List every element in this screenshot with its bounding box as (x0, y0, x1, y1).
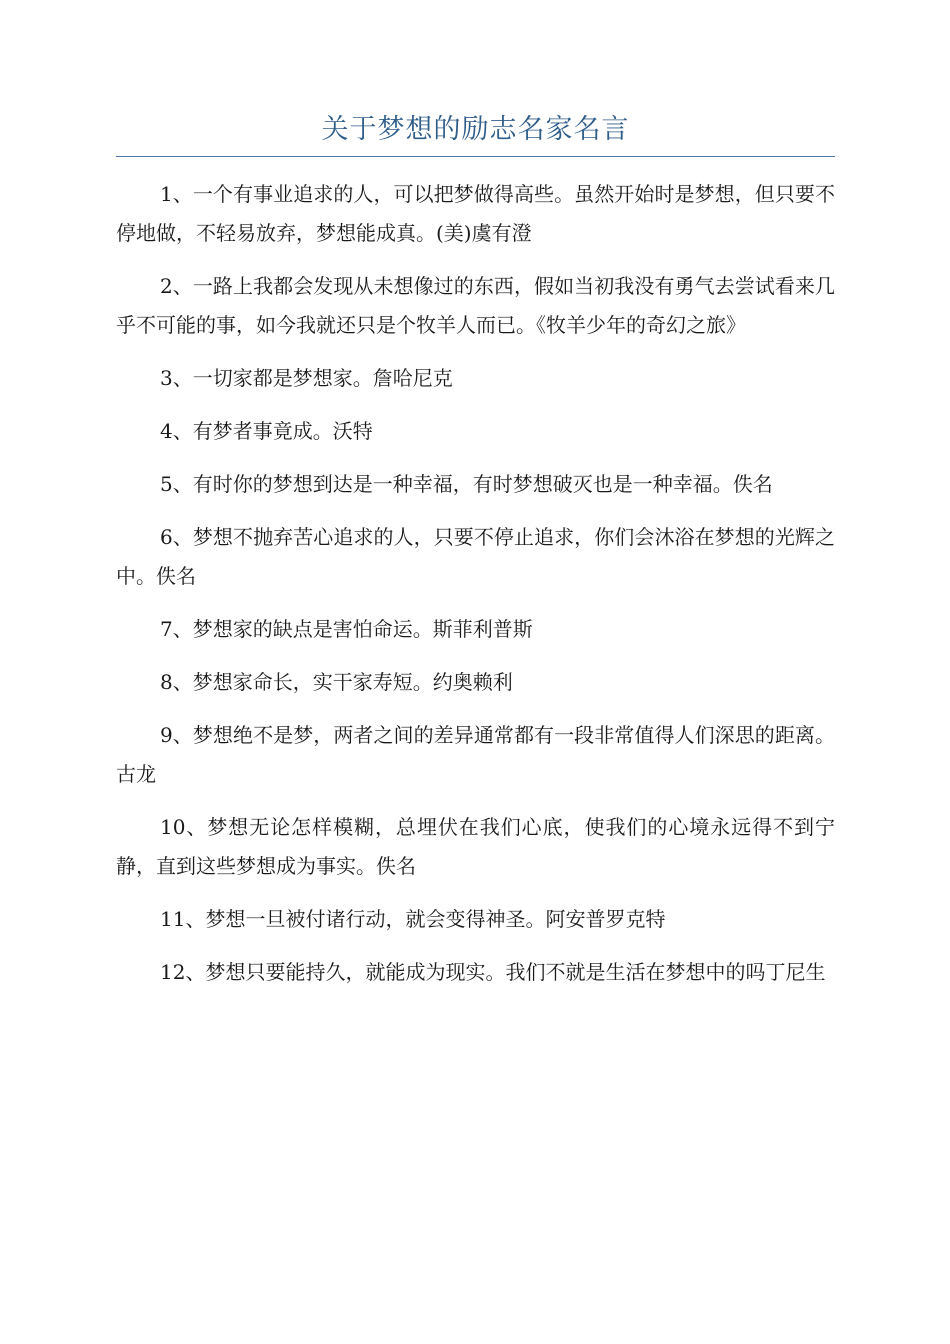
quote-paragraph: 9、梦想绝不是梦，两者之间的差异通常都有一段非常值得人们深思的距离。古龙 (116, 723, 835, 786)
quote-paragraph: 10、梦想无论怎样模糊，总埋伏在我们心底，使我们的心境永远得不到宁静，直到这些梦想成为事实。佚名 (116, 815, 835, 878)
quote-paragraph: 12、梦想只要能持久，就能成为现实。我们不就是生活在梦想中的吗丁尼生 (160, 960, 826, 984)
quote-paragraph: 4、有梦者事竟成。沃特 (160, 419, 373, 443)
quote-paragraph: 8、梦想家命长，实干家寿短。约奥赖利 (160, 670, 513, 694)
quote-paragraph: 3、一切家都是梦想家。詹哈尼克 (160, 366, 453, 390)
quote-paragraph: 6、梦想不抛弃苦心追求的人，只要不停止追求，你们会沐浴在梦想的光辉之中。佚名 (116, 525, 835, 588)
quote-paragraph: 11、梦想一旦被付诸行动，就会变得神圣。阿安普罗克特 (160, 907, 666, 931)
quote-list (116, 175, 835, 992)
quote-paragraph: 1、一个有事业追求的人，可以把梦做得高些。虽然开始时是梦想，但只要不停地做，不轻易放弃，梦想能成真。(美)虞有澄 (116, 182, 835, 245)
document-page (116, 110, 835, 1006)
quote-paragraph: 5、有时你的梦想到达是一种幸福，有时梦想破灭也是一种幸福。佚名 (160, 472, 773, 496)
quote-paragraph: 2、一路上我都会发现从未想像过的东西，假如当初我没有勇气去尝试看来几乎不可能的事，如今我就还只是个牧羊人而已。《牧羊少年的奇幻之旅》 (116, 274, 835, 337)
title-underline (116, 156, 835, 157)
document-title: 关于梦想的励志名家名言 (321, 114, 630, 145)
quote-paragraph: 7、梦想家的缺点是害怕命运。斯菲利普斯 (160, 617, 533, 641)
